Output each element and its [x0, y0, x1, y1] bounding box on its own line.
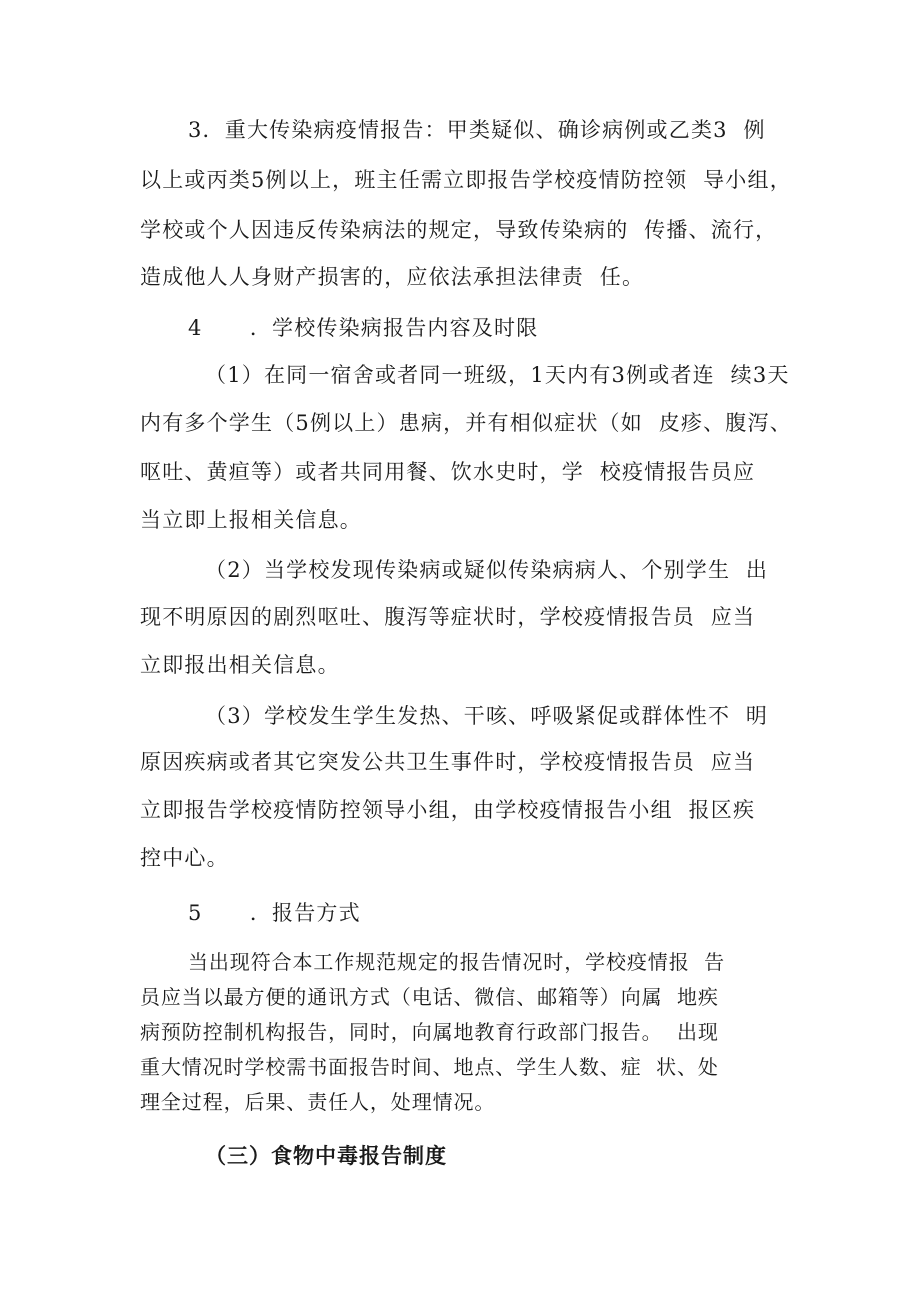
item4-sub3-line-2: 原因疾病或者其它突发公共卫生事件时，学校疫情报告员 应当: [140, 750, 756, 774]
item3-line-4: 造成他人人身财产损害的，应依法承担法律责 任。: [140, 265, 645, 289]
section3-heading: （三）食物中毒报告制度: [205, 1144, 447, 1168]
item4-sub1-line-2: 内有多个学生（5例以上）患病，并有相似症状（如 皮疹、腹泻、: [140, 411, 792, 435]
item5-line-4: 重大情况时学校需书面报告时间、地点、学生人数、症 状、处: [140, 1055, 719, 1079]
item3-line-3: 学校或个人因违反传染病法的规定，导致传染病的 传播、流行，: [140, 218, 778, 242]
item4-sub3-line-4: 控中心。: [140, 846, 229, 870]
item3-line-1: 3．重大传染病疫情报告：甲类疑似、确诊病例或乙类3 例: [188, 118, 766, 142]
item5-line-5: 理全过程，后果、责任人，处理情况。: [140, 1090, 496, 1114]
item4-sub1-line-3: 呕吐、黄疸等）或者共同用餐、饮水史时，学 校疫情报告员应: [140, 460, 756, 484]
item4-sub2-line-2: 现不明原因的剧烈呕吐、腹泻等症状时，学校疫情报告员 应当: [140, 605, 756, 629]
item3-line-2: 以上或丙类5例以上，班主任需立即报告学校疫情防控领 导小组，: [140, 168, 792, 192]
item4-sub1-line-4: 当立即上报相关信息。: [140, 508, 362, 532]
item4-sub3-line-3: 立即报告学校疫情防控领导小组，由学校疫情报告小组 报区疾: [140, 798, 756, 822]
item5-line-2: 员应当以最方便的通讯方式（电话、微信、邮箱等）向属 地疾: [140, 985, 719, 1009]
item5-line-1: 当出现符合本工作规范规定的报告情况时，学校疫情报 告: [188, 950, 726, 974]
item4-sub1-line-1: （1）在同一宿舍或者同一班级，1天内有3例或者连 续3天: [205, 363, 790, 387]
item4-sub3-line-1: （3）学校发生学生发热、干咳、呼吸紧促或群体性不 明: [205, 704, 769, 728]
item4-sub2-line-1: （2）当学校发现传染病或疑似传染病病人、个别学生 出: [205, 558, 769, 582]
item5-title: 5 ．报告方式: [188, 901, 361, 925]
item4-title: 4 ．学校传染病报告内容及时限: [188, 316, 539, 340]
item4-sub2-line-3: 立即报出相关信息。: [140, 653, 340, 677]
item5-line-3: 病预防控制机构报告，同时，向属地教育行政部门报告。 出现: [140, 1020, 719, 1044]
